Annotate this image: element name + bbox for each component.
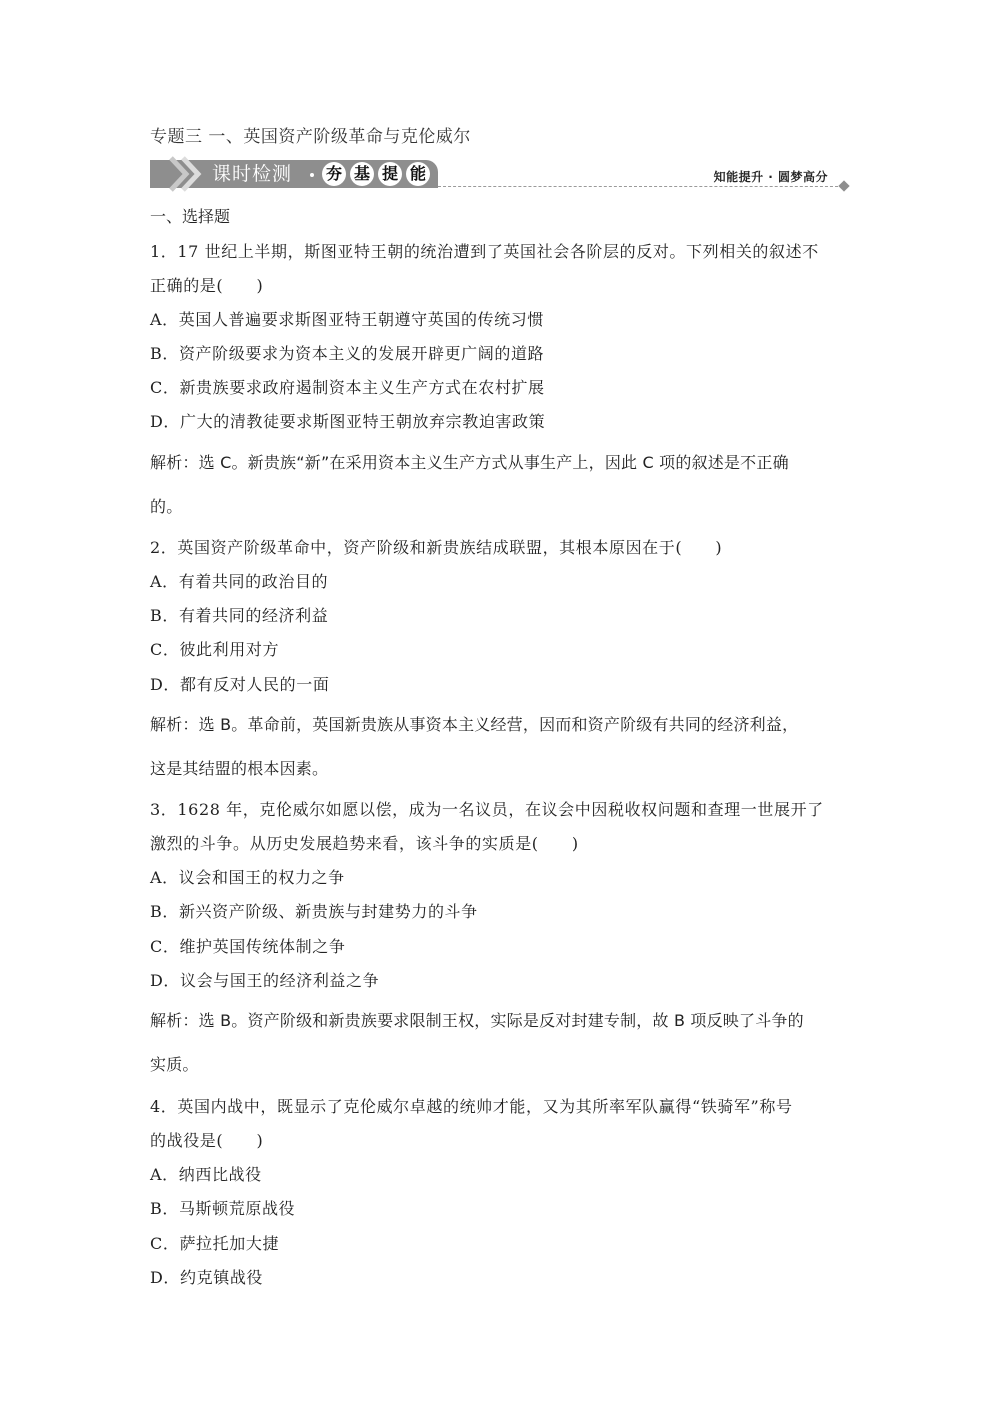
question-2-option-a: A．有着共同的政治目的: [150, 572, 329, 591]
badge-hang: 夯: [322, 162, 346, 186]
question-3-option-b: B．新兴资产阶级、新贵族与封建势力的斗争: [150, 902, 478, 921]
question-1-stem-line-1: 1．17 世纪上半期，斯图亚特王朝的统治遭到了英国社会各阶层的反对。下列相关的叙述不: [150, 242, 819, 261]
diamond-icon: [838, 180, 849, 191]
question-3-option-c: C．维护英国传统体制之争: [150, 937, 346, 956]
section-banner: [150, 158, 850, 192]
section-heading: 一、选择题: [150, 207, 231, 226]
question-1-option-c: C．新贵族要求政府遏制资本主义生产方式在农村扩展: [150, 378, 545, 397]
badge-neng: 能: [406, 162, 430, 186]
question-2-option-b: B．有着共同的经济利益: [150, 606, 329, 625]
question-3-stem-line-2: 激烈的斗争。从历史发展趋势来看，该斗争的实质是( ): [150, 834, 579, 853]
question-4-option-c: C．萨拉托加大捷: [150, 1234, 280, 1253]
question-2-analysis-line-2: 这是其结盟的根本因素。: [150, 759, 329, 778]
question-3-analysis-line-2: 实质。: [150, 1055, 199, 1074]
question-4-option-d: D．约克镇战役: [150, 1268, 264, 1287]
question-1-analysis-line-1: 解析：选 C。新贵族“新”在采用资本主义生产方式从事生产上，因此 C 项的叙述是不正确: [150, 453, 789, 472]
question-1-stem-line-2: 正确的是( ): [150, 276, 264, 295]
question-4-stem-line-1: 4．英国内战中，既显示了克伦威尔卓越的统帅才能，又为其所率军队赢得“铁骑军”称号: [150, 1097, 793, 1116]
banner-title: 课时检测: [212, 163, 293, 185]
question-1-option-b: B．资产阶级要求为资本主义的发展开辟更广阔的道路: [150, 344, 545, 363]
banner-dashed-line: [438, 186, 838, 187]
chevron-right-icon: [180, 156, 200, 192]
question-2-stem-line-1: 2．英国资产阶级革命中，资产阶级和新贵族结成联盟，其根本原因在于( ): [150, 538, 723, 557]
banner-slogan: 知能提升 · 圆梦高分: [713, 170, 828, 184]
question-3-stem-line-1: 3．1628 年，克伦威尔如愿以偿，成为一名议员，在议会中因税收权问题和查理一世展开了: [150, 800, 824, 819]
badge-ji: 基: [350, 162, 374, 186]
question-1-option-a: A．英国人普遍要求斯图亚特王朝遵守英国的传统习惯: [150, 310, 544, 329]
question-4-stem-line-2: 的战役是( ): [150, 1131, 264, 1150]
question-2-analysis-line-1: 解析：选 B。革命前，英国新贵族从事资本主义经营，因而和资产阶级有共同的经济利益，: [150, 715, 799, 734]
question-2-option-c: C．彼此利用对方: [150, 640, 280, 659]
question-3-analysis-line-1: 解析：选 B。资产阶级和新贵族要求限制王权，实际是反对封建专制，故 B 项反映了斗争的: [150, 1011, 804, 1030]
badge-ti: 提: [378, 162, 402, 186]
question-1-option-d: D．广大的清教徒要求斯图亚特王朝放弃宗教迫害政策: [150, 412, 546, 431]
question-1-analysis-line-2: 的。: [150, 497, 183, 516]
question-4-option-a: A．纳西比战役: [150, 1165, 262, 1184]
document-title: 专题三 一、英国资产阶级革命与克伦威尔: [150, 127, 471, 147]
question-4-option-b: B．马斯顿荒原战役: [150, 1199, 296, 1218]
question-3-option-d: D．议会与国王的经济利益之争: [150, 971, 380, 990]
question-3-option-a: A．议会和国王的权力之争: [150, 868, 345, 887]
banner-separator-dot: [310, 173, 314, 177]
question-2-option-d: D．都有反对人民的一面: [150, 675, 330, 694]
